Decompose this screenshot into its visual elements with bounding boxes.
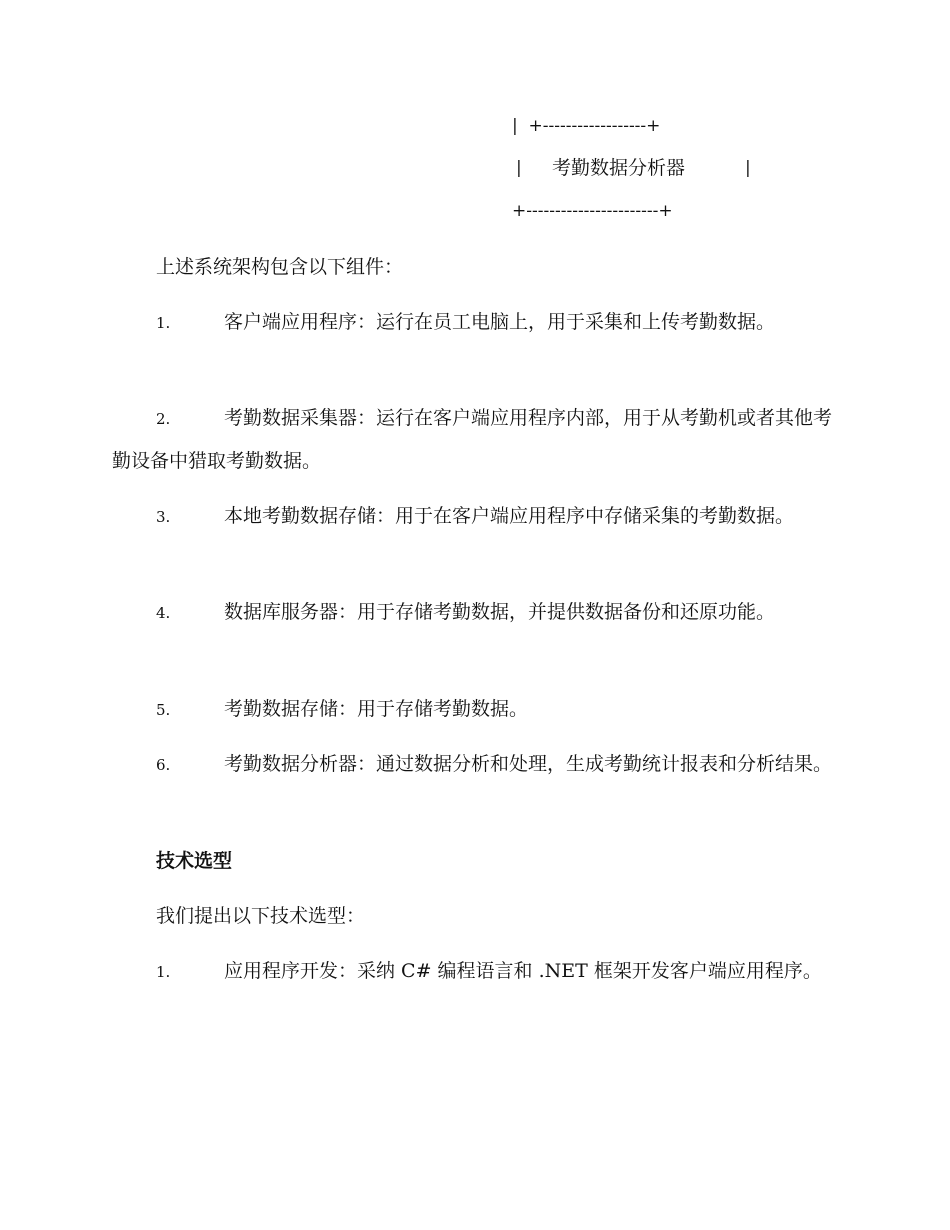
- list-number: 5.: [156, 701, 171, 719]
- component-item-5: [112, 688, 837, 731]
- list-item-text: 客户端应用程序：运行在员工电脑上，用于采集和上传考勤数据。: [224, 311, 776, 333]
- component-item-3: [112, 495, 837, 538]
- list-number: 2.: [156, 410, 171, 428]
- component-item-4: [112, 591, 837, 634]
- components-intro: 上述系统架构包含以下组件：: [156, 256, 404, 278]
- list-item-text: 本地考勤数据存储：用于在客户端应用程序中存储采集的考勤数据。: [224, 505, 795, 527]
- tech-intro: 我们提出以下技术选型：: [156, 905, 366, 927]
- list-number: 1.: [156, 963, 171, 981]
- component-item-1: [112, 301, 837, 344]
- diagram-right-bar: |: [745, 158, 751, 178]
- section-heading: 技术选型: [156, 850, 233, 872]
- diagram-left-bar: |: [516, 158, 522, 178]
- tech-item-1: [112, 950, 837, 993]
- list-number: 4.: [156, 604, 171, 622]
- component-item-6: [112, 743, 837, 786]
- list-number: 1.: [156, 314, 171, 332]
- list-item-text: 考勤数据分析器：通过数据分析和处理，生成考勤统计报表和分析结果。: [224, 753, 833, 775]
- list-item-text: 数据库服务器：用于存储考勤数据，并提供数据备份和还原功能。: [224, 601, 776, 623]
- diagram-bottom-border: +-----------------------+: [512, 201, 673, 221]
- list-number: 6.: [156, 756, 171, 774]
- list-item-text: 考勤数据存储：用于存储考勤数据。: [224, 698, 529, 720]
- list-item-text: 考勤数据采集器：运行在客户端应用程序内部，用于从考勤机或者其他考勤设备中猎取考勤数据。: [112, 407, 833, 472]
- list-number: 3.: [156, 508, 171, 526]
- list-item-text: 应用程序开发：采纳 C# 编程语言和 .NET 框架开发客户端应用程序。: [224, 960, 822, 982]
- component-item-2: [112, 397, 837, 482]
- diagram-top-border: | +------------------+: [512, 116, 661, 136]
- diagram-box-label: 考勤数据分析器: [552, 157, 686, 179]
